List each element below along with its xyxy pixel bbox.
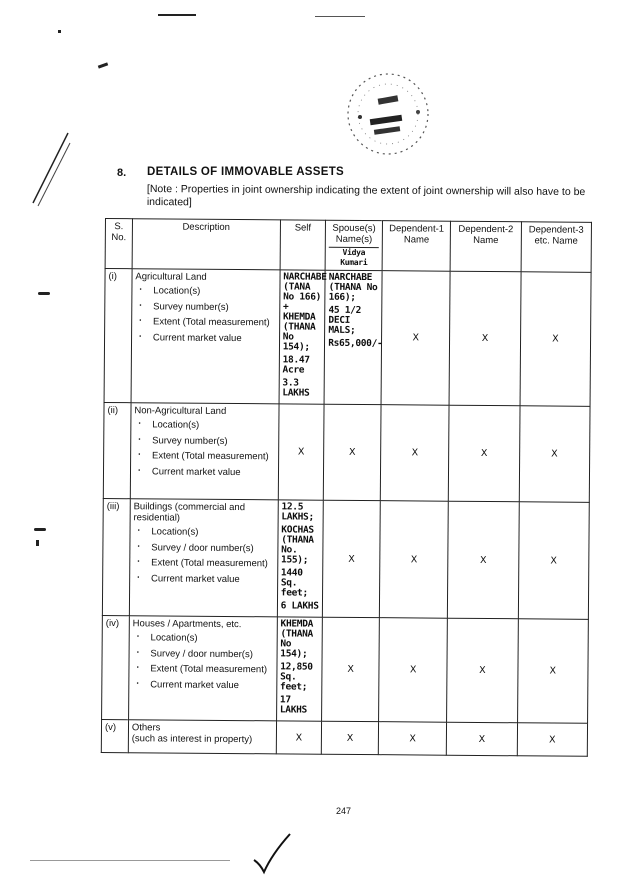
row-label: Houses / Apartments, etc. — [132, 618, 242, 631]
cell-spouse: X — [324, 404, 382, 500]
cell-dependent-3: X — [517, 723, 588, 757]
header-description: Description — [132, 219, 280, 270]
margin-mark — [36, 540, 39, 546]
row-item: · Survey / door number(s) — [137, 542, 274, 555]
row-sno: (iv) — [102, 615, 130, 719]
row-items — [132, 632, 273, 691]
cell-dependent-3: X — [519, 406, 590, 503]
table-row — [102, 498, 589, 619]
cell-dependent-1: X — [379, 618, 448, 723]
handwritten-entry: 18.47 Acre — [282, 354, 310, 376]
header-dependent-2: Dependent-2 Name — [450, 221, 521, 272]
handwritten-entry: NARCHABE (THANA No 166); — [328, 271, 378, 303]
row-sublabel: (such as interest in property) — [131, 733, 253, 746]
header-sno: S. No. — [105, 219, 132, 269]
row-item: · Survey / door number(s) — [136, 648, 273, 661]
row-label: Non-Agricultural Land — [134, 405, 227, 417]
cell-spouse: X — [322, 617, 380, 721]
handwritten-entry: 12.5 LAKHS; — [281, 501, 314, 523]
cell-dependent-2: X — [449, 405, 520, 502]
cell-dependent-3: X — [517, 619, 588, 724]
header-dependent-3: Dependent-3 etc. Name — [521, 222, 592, 273]
page-number: 247 — [336, 806, 352, 816]
margin-pen-stroke — [28, 128, 73, 208]
section-number: 8. — [117, 167, 127, 179]
handwritten-entry: 1440 Sq. feet; — [280, 567, 308, 599]
header-dependent-1: Dependent-1 Name — [382, 221, 451, 272]
handwritten-entry: 45 1/2 DECI MALS; — [328, 304, 362, 336]
margin-mark — [34, 528, 46, 531]
row-item: · Extent (Total measurement) — [138, 450, 275, 463]
cell-dependent-1: X — [378, 722, 446, 756]
row-item: · Current market value — [136, 679, 273, 692]
row-item: · Current market value — [139, 332, 276, 345]
cell-dependent-1: X — [379, 501, 448, 619]
row-sno: (ii) — [103, 402, 131, 498]
row-item: · Location(s) — [137, 632, 274, 645]
table-row — [102, 615, 589, 723]
cell-dependent-2: X — [449, 271, 520, 406]
handwritten-entry: 3.3 LAKHS — [282, 377, 310, 399]
row-item: · Extent (Total measurement) — [139, 316, 276, 329]
header-spouse-label: Spouse(s) Name(s) — [332, 222, 376, 246]
table-row — [103, 402, 590, 502]
margin-mark — [98, 62, 108, 68]
header-self: Self — [280, 220, 326, 270]
row-sno: (i) — [104, 269, 132, 403]
official-stamp — [330, 62, 440, 167]
row-description — [128, 616, 277, 721]
row-sno: (v) — [101, 719, 128, 752]
row-items — [134, 419, 275, 478]
header-spouse — [325, 220, 382, 270]
row-item: · Location(s) — [139, 285, 276, 298]
row-label: Agricultural Land — [135, 271, 207, 283]
check-mark-icon — [250, 830, 295, 875]
row-label: Others — [131, 722, 161, 734]
row-items — [135, 285, 276, 344]
top-scan-mark — [158, 14, 196, 16]
cell-dependent-2: X — [447, 618, 518, 723]
row-item: · Current market value — [137, 573, 274, 586]
handwritten-entry: KOCHAS (THANA No. 155); — [281, 524, 314, 566]
row-item: · Location(s) — [138, 419, 275, 432]
cell-self — [279, 270, 326, 404]
cell-self: X — [278, 404, 324, 500]
row-item: · Current market value — [138, 466, 275, 479]
row-item: · Extent (Total measurement) — [137, 557, 274, 570]
cell-spouse: X — [322, 721, 379, 754]
handwritten-entry: 17 LAKHS — [279, 694, 308, 716]
bottom-rule — [30, 860, 230, 861]
cell-self — [276, 617, 322, 721]
row-item: · Extent (Total measurement) — [136, 663, 273, 676]
row-description — [131, 269, 280, 404]
row-item: · Survey number(s) — [138, 435, 275, 448]
row-item: · Location(s) — [137, 526, 274, 539]
row-description — [130, 403, 279, 500]
row-item: · Survey number(s) — [139, 301, 276, 314]
cell-self: X — [276, 721, 322, 754]
row-description — [129, 499, 278, 617]
row-sno: (iii) — [102, 498, 130, 615]
row-label: Buildings (commercial and residential) — [133, 501, 246, 524]
table-row — [104, 269, 591, 407]
cell-spouse — [324, 270, 382, 404]
table-header-row — [105, 219, 591, 273]
cell-dependent-2: X — [448, 501, 519, 619]
row-description — [128, 720, 276, 754]
section-note: [Note : Properties in joint ownership indicating the extent of joint ownership will also have to be indicated] — [146, 183, 586, 209]
header-spouse-name: Vidya Kumari — [329, 247, 379, 268]
section-title: DETAILS OF IMMOVABLE ASSETS — [147, 166, 345, 178]
handwritten-entry: 6 LAKHS — [280, 600, 319, 612]
cell-dependent-3: X — [518, 502, 589, 620]
handwritten-entry: 12,850 Sq. feet; — [280, 661, 313, 693]
table-row — [101, 719, 587, 756]
cell-self — [277, 500, 323, 617]
cell-dependent-1: X — [380, 405, 449, 502]
row-items — [133, 526, 274, 585]
margin-mark — [38, 292, 50, 295]
top-scan-dash — [315, 16, 365, 17]
margin-dot — [58, 30, 61, 33]
cell-spouse: X — [323, 500, 381, 617]
cell-dependent-3: X — [520, 272, 591, 407]
cell-dependent-1: X — [381, 271, 450, 406]
cell-dependent-2: X — [447, 722, 518, 756]
handwritten-entry: Rs65,000/- — [328, 337, 383, 350]
immovable-assets-table — [101, 218, 592, 757]
handwritten-entry: KHEMDA (THANA No 154); — [280, 618, 314, 660]
handwritten-entry: NARCHABE (TANA No 166) + KHEMDA (THANA No 154); — [282, 271, 327, 353]
